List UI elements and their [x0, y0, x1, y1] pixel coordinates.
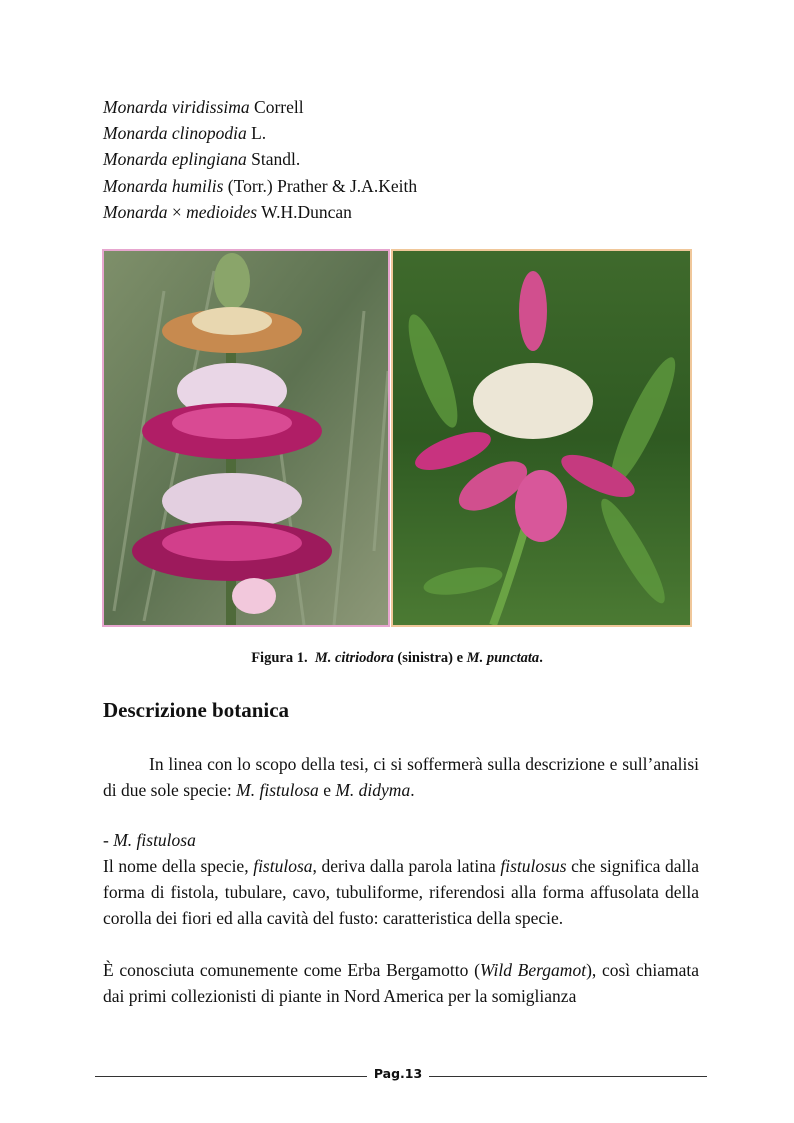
subheading-species: - M. fistulosa	[103, 830, 196, 850]
footer-rule-right	[429, 1076, 707, 1077]
figure	[102, 249, 692, 629]
species-item: Monarda humilis (Torr.) Prather & J.A.Keith	[103, 175, 418, 196]
species-item: Monarda clinopodia L.	[103, 123, 267, 144]
species-item: Monarda viridissima Correll	[103, 97, 304, 117]
figure-caption: Figura 1. M. citriodora (sinistra) e M. punctata.	[251, 650, 543, 666]
species-list	[103, 94, 703, 225]
paragraph-intro: In linea con lo scopo della tesi, ci si soffermerà sulla descrizione e sull’analisi di due sole specie: M. fistulosa e M. didyma.	[103, 754, 699, 801]
footer-rule-left	[95, 1076, 367, 1077]
photo-left	[102, 249, 390, 627]
species-item: Monarda eplingiana Standl.	[103, 149, 301, 170]
species-item: Monarda × medioides W.H.Duncan	[103, 201, 352, 222]
flower-photo-icon	[104, 251, 388, 625]
paragraph-etymology: Il nome della specie, fistulosa, deriva dalla parola latina fistulosus che significa dalla forma di fistola, tubulare, cavo, tubuliforme, riferendosi alla forma affusolata della corolla dei fiori ed alla cavità del fusto: caratteristica della specie.	[103, 856, 699, 929]
flower-photo-icon	[393, 251, 690, 625]
section-heading: Descrizione botanica	[103, 698, 290, 722]
page-number: Pag.13	[373, 1066, 423, 1081]
page-footer	[95, 1066, 707, 1086]
photo-right	[391, 249, 692, 627]
paragraph-common-name: È conosciuta comunemente come Erba Bergamotto (Wild Bergamot), così chiamata dai primi collezionisti di piante in Nord America per la somiglianza	[103, 960, 699, 1007]
